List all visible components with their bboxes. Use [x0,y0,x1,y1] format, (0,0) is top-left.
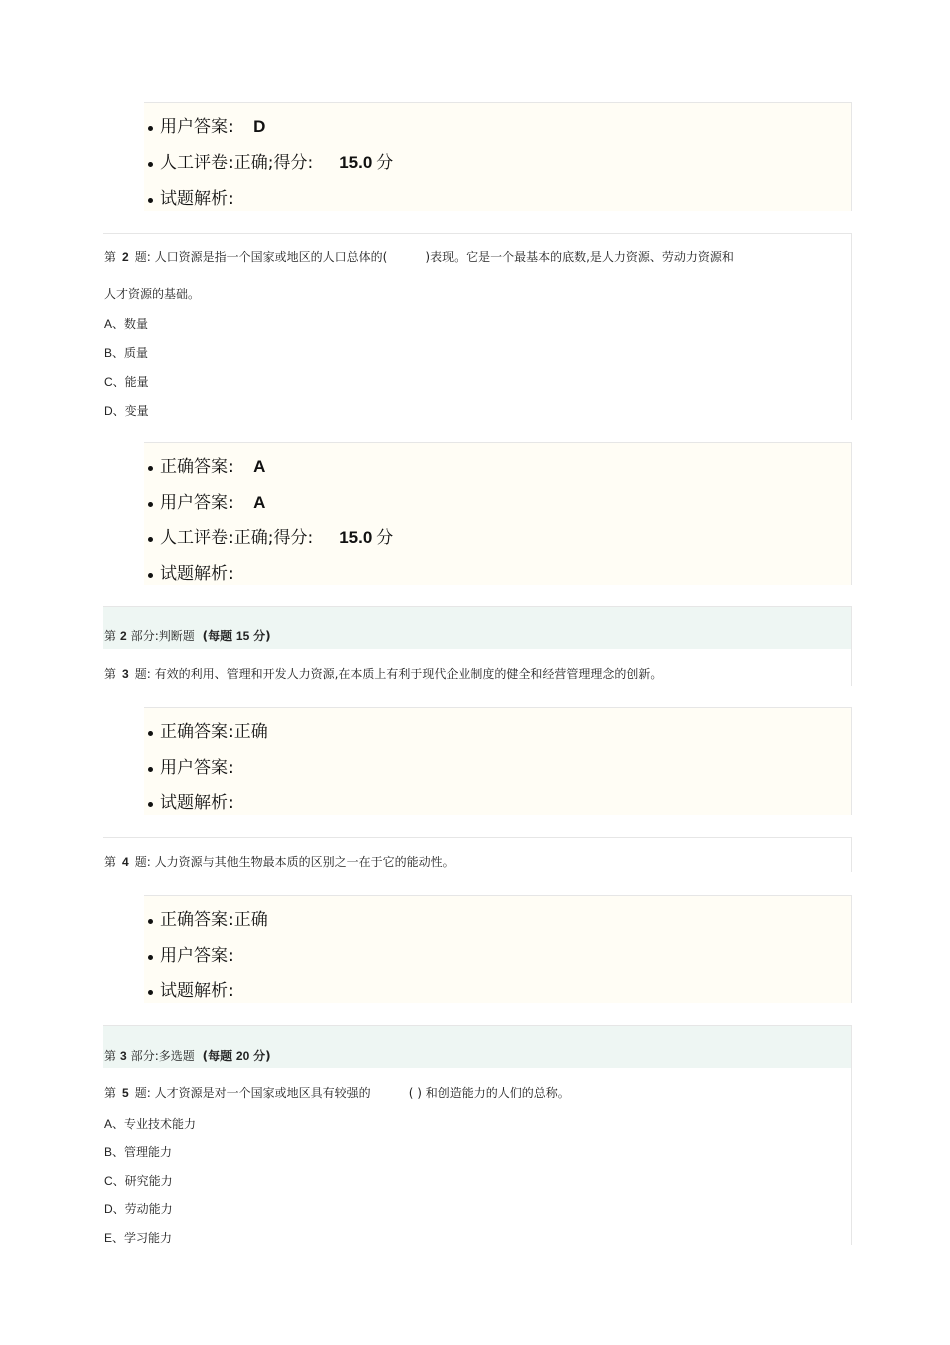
section-title [104,1048,271,1064]
question-prefix: 第 [104,1086,117,1100]
user-answer-label: 用户答案: [160,758,234,778]
correct-answer-label: 正确答案:正确 [160,910,268,930]
correct-answer-row [148,456,265,478]
section-box-2 [103,606,852,686]
option-a[interactable]: A、数量 [104,317,149,331]
bullet-icon [148,502,153,507]
score-value: 15.0 [339,153,373,172]
bullet-icon [148,990,153,995]
section-points-open: (每题 [202,629,233,643]
question-prefix: 第 [104,667,117,681]
question-suffix: 题: [134,855,151,869]
analysis-row [148,188,234,210]
section-points: 20 [235,1049,250,1063]
user-answer-row [148,945,234,967]
analysis-row [148,563,234,585]
section-points: 15 [235,629,250,643]
question-number: 5 [122,1086,129,1100]
section-prefix: 第 [104,629,117,643]
bullet-icon [148,162,153,167]
question-text [104,249,734,265]
answer-box-q3 [144,707,852,815]
bullet-icon [148,126,153,131]
question-stem-line2: 人才资源的基础。 [104,287,201,301]
correct-answer-row [148,909,268,931]
review-label: 人工评卷:正确;得分: [160,153,314,173]
question-suffix: 题: [134,667,151,681]
question-stem: 有效的利用、管理和开发人力资源,在本质上有利于现代企业制度的健全和经营管理理念的创新。 [154,667,663,681]
question-text [104,854,455,870]
option-a[interactable]: A、专业技术能力 [104,1117,197,1131]
answer-box-q2 [144,442,852,585]
analysis-row [148,792,234,814]
question-suffix: 题: [134,250,151,264]
correct-answer-value: A [253,457,266,476]
user-answer-value: D [253,117,266,136]
user-answer-label: 用户答案: [160,117,234,137]
correct-answer-row [148,721,268,743]
section-prefix: 第 [104,1049,117,1063]
option-d[interactable]: D、变量 [104,404,149,418]
section-number: 2 [120,629,127,643]
section-points-close: 分) [253,1049,271,1063]
option-b[interactable]: B、管理能力 [104,1145,173,1159]
question-stem: 人才资源是对一个国家或地区具有较强的 ( ) 和创造能力的人们的总称。 [154,1086,570,1100]
bullet-icon [148,955,153,960]
question-text [104,666,662,682]
question-stem: 人力资源与其他生物最本质的区别之一在于它的能动性。 [154,855,455,869]
option-c[interactable]: C、研究能力 [104,1174,173,1188]
review-row [148,527,393,549]
review-row [148,152,393,174]
score-value: 15.0 [339,528,373,547]
section-box-3 [103,1025,852,1245]
section-header [103,1026,851,1068]
section-points-open: (每题 [202,1049,233,1063]
analysis-label: 试题解析: [160,564,234,584]
bullet-icon [148,767,153,772]
correct-answer-label: 正确答案:正确 [160,722,268,742]
bullet-icon [148,198,153,203]
bullet-icon [148,731,153,736]
section-header [103,607,851,649]
section-name: 部分:多选题 [130,1049,195,1063]
question-number: 3 [122,667,129,681]
question-box-q4 [103,837,852,872]
review-label: 人工评卷:正确;得分: [160,528,314,548]
bullet-icon [148,802,153,807]
answer-box-q4 [144,895,852,1003]
score-unit: 分 [376,528,394,548]
question-number: 4 [122,855,129,869]
analysis-label: 试题解析: [160,981,234,1001]
question-number: 2 [122,250,129,264]
question-box-q2 [103,233,852,420]
analysis-row [148,980,234,1002]
user-answer-label: 用户答案: [160,946,234,966]
analysis-label: 试题解析: [160,189,234,209]
option-d[interactable]: D、劳动能力 [104,1202,173,1216]
score-unit: 分 [376,153,394,173]
user-answer-row [148,757,234,779]
user-answer-value: A [253,493,266,512]
option-b[interactable]: B、质量 [104,346,149,360]
section-number: 3 [120,1049,127,1063]
question-prefix: 第 [104,855,117,869]
question-prefix: 第 [104,250,117,264]
bullet-icon [148,537,153,542]
section-title [104,628,271,644]
bullet-icon [148,573,153,578]
question-text [104,1085,570,1101]
section-points-close: 分) [253,629,271,643]
analysis-label: 试题解析: [160,793,234,813]
user-answer-row [148,116,265,138]
user-answer-row [148,492,265,514]
question-stem-line1: 人口资源是指一个国家或地区的人口总体的( )表现。它是一个最基本的底数,是人力资源、劳动力资源和 [154,250,734,264]
correct-answer-label: 正确答案: [160,457,234,477]
answer-box-q1 [144,102,852,211]
question-suffix: 题: [134,1086,151,1100]
user-answer-label: 用户答案: [160,493,234,513]
option-e[interactable]: E、学习能力 [104,1231,173,1245]
option-c[interactable]: C、能量 [104,375,149,389]
bullet-icon [148,466,153,471]
section-name: 部分:判断题 [130,629,195,643]
bullet-icon [148,919,153,924]
